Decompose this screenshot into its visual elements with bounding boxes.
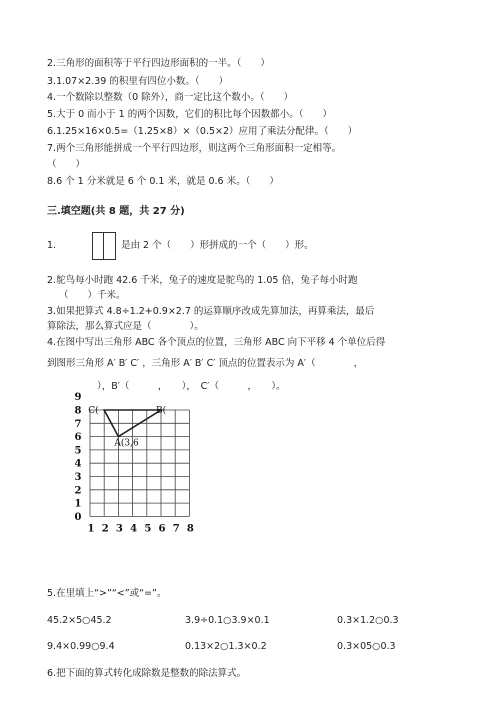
x-tick-label: 7 [172,523,180,535]
vertex-b-label: B( [156,406,167,416]
y-axis-labels [75,392,82,523]
fill-q2-line1: 2.鸵鸟每小时跑 42.6 千米，兔子的速度是鸵鸟的 1.05 倍，兔子每小时跑 [47,275,358,286]
fill-q5-title: 5.在里填上“>”“<”或“=”。 [47,588,167,599]
fill-q1-number: 1. [47,240,57,251]
x-tick-label: 6 [158,523,166,535]
fill-q3-line1: 3.如果把算式 4.8÷1.2+0.9×2.7 的运算顺序改成先算加法，再算乘法，最后 [47,306,375,317]
figure-divider [103,232,104,259]
judge-q7-paren: （ ） [47,159,86,170]
y-tick-label: 2 [74,485,82,497]
x-axis-labels [88,523,194,534]
compare-item-1: 45.2×5○45.2 [47,615,112,626]
judge-q6: 6.1.25×16×0.5=（1.25×8）×（0.5×2）应用了乘法分配律。（ ） [47,126,358,137]
x-tick-label: 1 [87,523,95,535]
x-tick-label: 5 [144,523,152,535]
coordinate-grid [70,392,220,545]
fill-q4-line1: 4.在图中写出三角形 ABC 各个顶点的位置，三角形 ABC 向下平移 4 个单位后得 [47,337,386,348]
y-tick-label: 9 [74,392,82,404]
fill-q4-line2: 到图形三角形 A′ B′ C′ ，三角形 A′ B′ C′ 顶点的位置表示为 A′（ ， [47,358,364,369]
judge-q8: 8.6 个 1 分米就是 6 个 0.1 米，就是 0.6 米。（ ） [47,176,279,187]
y-tick-label: 1 [74,498,82,510]
fill-q2-line2: （ ）千米。 [59,290,126,301]
judge-q3: 3.1.07×2.39 的积里有四位小数。（ ） [47,76,229,87]
vertex-a-label: A(3,6 [114,438,139,449]
y-tick-label: 5 [74,445,82,457]
fill-q6-title: 6.把下面的算式转化成除数是整数的除法算式。 [47,668,247,679]
y-tick-label: 7 [74,418,82,430]
section-title-fill: 三.填空题(共 8 题，共 27 分) [47,206,185,217]
compare-item-2: 3.9÷0.1○3.9×0.1 [185,615,270,626]
grid-lines [90,410,189,516]
fill-q1-text: 是由 2 个（ ）形拼成的一个（ ）形。 [121,240,314,251]
x-tick-label: 8 [186,523,194,535]
x-tick-label: 2 [101,523,109,535]
vertex-c-label: C( [88,406,99,416]
fill-q3-line2: 算除法，那么算式应是（ ）。 [47,321,204,332]
compare-item-5: 0.13×2○1.3×0.2 [185,641,267,652]
y-tick-label: 4 [74,458,82,470]
judge-q4: 4.一个数除以整数（0 除外），商一定比这个数小。（ ） [47,92,294,103]
x-tick-label: 4 [130,523,138,535]
compare-item-3: 0.3×1.2○0.3 [337,615,399,626]
judge-q2: 2.三角形的面积等于平行四边形面积的一半。（ ） [47,58,270,69]
judge-q5: 5.大于 0 而小于 1 的两个因数，它们的积比每个因数都小。（ ） [47,109,332,120]
x-tick-label: 3 [115,523,123,535]
y-tick-label: 0 [74,511,82,523]
judge-q7: 7.两个三角形能拼成一个平行四边形，则这两个三角形面积一定相等。 [47,143,342,154]
y-tick-label: 3 [74,472,82,483]
y-tick-label: 6 [74,432,82,444]
fill-q4-line3: ），B′（ ， ）， C′（ ， ）。 [78,381,286,392]
compare-item-4: 9.4×0.99○9.4 [47,641,115,652]
two-rectangles-figure [92,232,116,260]
y-tick-label: 8 [74,405,82,417]
compare-item-6: 0.3×05○0.3 [337,641,396,652]
